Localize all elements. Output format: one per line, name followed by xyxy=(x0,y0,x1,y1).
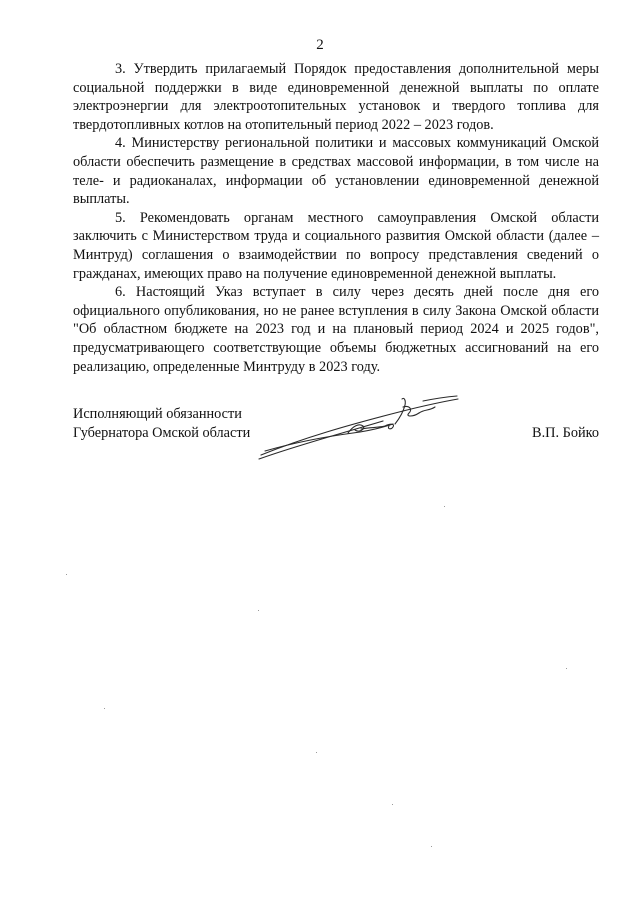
paragraph-item-5: 5. Рекомендовать органам местного самоуправления Омской области заключить с Министерством труда и социального развития Омской области (далее – Минтруд) соглашения о взаимодействии по вопросу представления сведений о гражданах, имеющих право на получение единовременной денежной выплаты. xyxy=(73,209,599,282)
signer-position-line-2: Губернатора Омской области xyxy=(73,425,251,441)
page-number: 2 xyxy=(316,37,324,53)
handwritten-signature xyxy=(253,393,463,473)
scan-speck xyxy=(104,708,105,709)
scan-speck xyxy=(431,846,432,847)
signer-name: В.П. Бойко xyxy=(532,425,599,441)
scan-speck xyxy=(566,668,567,669)
signer-position xyxy=(73,405,250,443)
paragraph-item-3: 3. Утвердить прилагаемый Порядок предоставления дополнительной меры социальной поддержки в виде единовременной денежной выплаты по оплате электроэнергии для электроотопительных установок и твердого топлива для твердотопливных котлов на отопительный период 2022 – 2023 годов. xyxy=(73,61,599,133)
scan-speck xyxy=(66,574,67,575)
paragraph-item-4: 4. Министерству региональной политики и массовых коммуникаций Омской области обеспечить размещение в средствах массовой информации, в том числе на теле- и радиоканалах, информации об установлении единовременной денежной выплаты. xyxy=(73,135,599,208)
scan-speck xyxy=(444,506,445,507)
paragraph-item-6: 6. Настоящий Указ вступает в силу через десять дней после дня его официального опубликования, но не ранее вступления в силу Закона Омской области "Об областном бюджете на 2023 год и на плановый период 2024 и 2025 годов", предусматривающего соответствующие объемы бюджетных ассигнований на его реализацию, определенные Минтруду в 2023 году. xyxy=(73,284,599,375)
signer-position-line-1: Исполняющий обязанности xyxy=(73,406,242,422)
scan-speck xyxy=(392,804,393,805)
signature-block xyxy=(73,405,599,485)
decree-body xyxy=(73,60,599,376)
scan-speck xyxy=(316,752,317,753)
scan-speck xyxy=(258,610,259,611)
